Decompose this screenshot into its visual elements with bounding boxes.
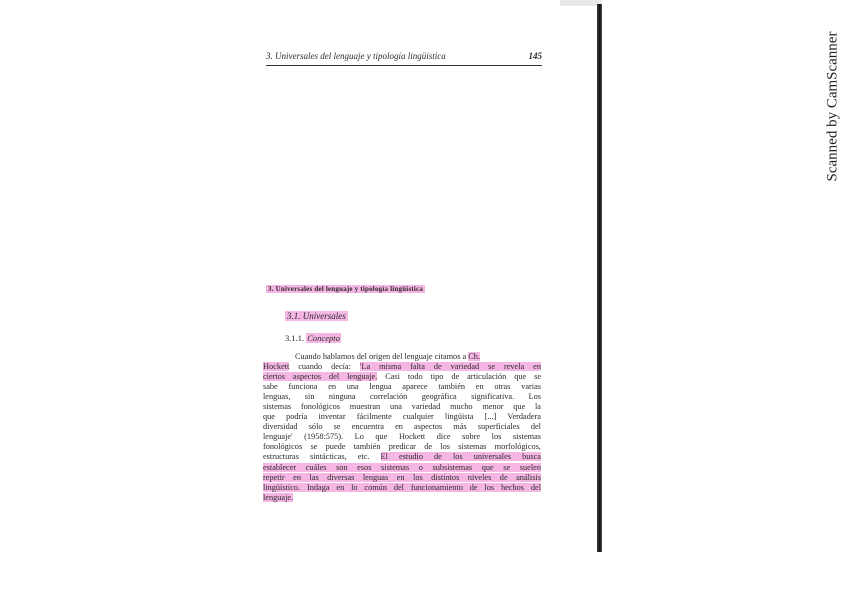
book-spine-shadow: [597, 4, 602, 552]
subsection-heading: 3.1. Universales: [287, 311, 346, 321]
running-header: [266, 51, 542, 66]
body-text-run: Casi todo tipo de articulación que se: [377, 372, 542, 382]
body-line: [263, 412, 541, 422]
body-text-run: sabe funciona en una lengua aparece también en otras varias: [263, 382, 541, 392]
body-text-run: que podría inventar fácilmente cualquier lingüista [...] Verdadera: [263, 412, 541, 422]
highlighted-text: Ch.: [468, 352, 481, 361]
body-line: [263, 362, 541, 372]
body-line: [263, 372, 541, 382]
section-heading: 3. Universales del lenguaje y tipología lingüística: [268, 285, 424, 293]
body-text-run: lenguaje' (1958:575). Lo que Hockett dice sobre los sistemas: [263, 432, 541, 442]
body-line: [263, 493, 541, 503]
body-line: [263, 382, 541, 392]
body-line: [263, 392, 541, 402]
body-line: [263, 442, 541, 452]
body-paragraph: [263, 352, 541, 503]
body-line: [263, 352, 541, 362]
highlighted-text: repetir en las diversas lenguas en los distintos niveles de análisis: [263, 472, 541, 482]
highlighted-text: lenguaje.: [263, 492, 294, 502]
body-line: [263, 483, 541, 493]
subsubsection-heading: [285, 333, 341, 343]
body-text-run: diversidad sólo se encuentra en aspectos más superficiales del: [263, 422, 541, 432]
body-line: [263, 452, 541, 462]
scanner-watermark: [824, 32, 842, 182]
highlighted-text: establecer cuáles son esos sistemas o subsistemas que se suelen: [263, 462, 541, 472]
watermark-text: Scanned by CamScanner: [824, 31, 841, 182]
body-text-run: estructuras sintácticas, etc.: [263, 452, 381, 462]
running-header-title: 3. Universales del lenguaje y tipología lingüística: [266, 51, 446, 61]
scanned-page: [248, 0, 600, 599]
highlighted-text: lingüístico. Indaga en lo común del funcionamiento de los hechos del: [263, 482, 541, 492]
body-text-run: Cuando hablamos del origen del lenguaje citamos a: [295, 352, 469, 361]
page-top-shadow: [560, 0, 602, 6]
subsubsection-number: 3.1.1.: [285, 333, 305, 343]
subsubsection-title: Concepto: [307, 333, 340, 343]
body-line: [263, 432, 541, 442]
body-text-run: lenguas, sin ninguna correlación geográfica significativa. Los: [263, 392, 541, 402]
body-line: [263, 402, 541, 412]
highlighted-text: El estudio de los universales busca: [380, 452, 541, 462]
highlighted-text: 'La misma falta de variedad se revela en: [359, 362, 541, 372]
body-line: [263, 463, 541, 473]
body-text-run: fonológicos se puede también predicar de los sistemas morfológicos,: [263, 442, 541, 452]
body-line: [263, 422, 541, 432]
highlighted-text: ciertos aspectos del lenguaje.: [263, 372, 378, 382]
highlighted-text: Hockett: [263, 362, 290, 372]
body-line: [263, 473, 541, 483]
page-number: 145: [528, 51, 542, 61]
body-text-run: cuando decía:: [289, 362, 360, 372]
body-text-run: sistemas fonológicos muestran una variedad mucho menor que la: [263, 402, 541, 412]
